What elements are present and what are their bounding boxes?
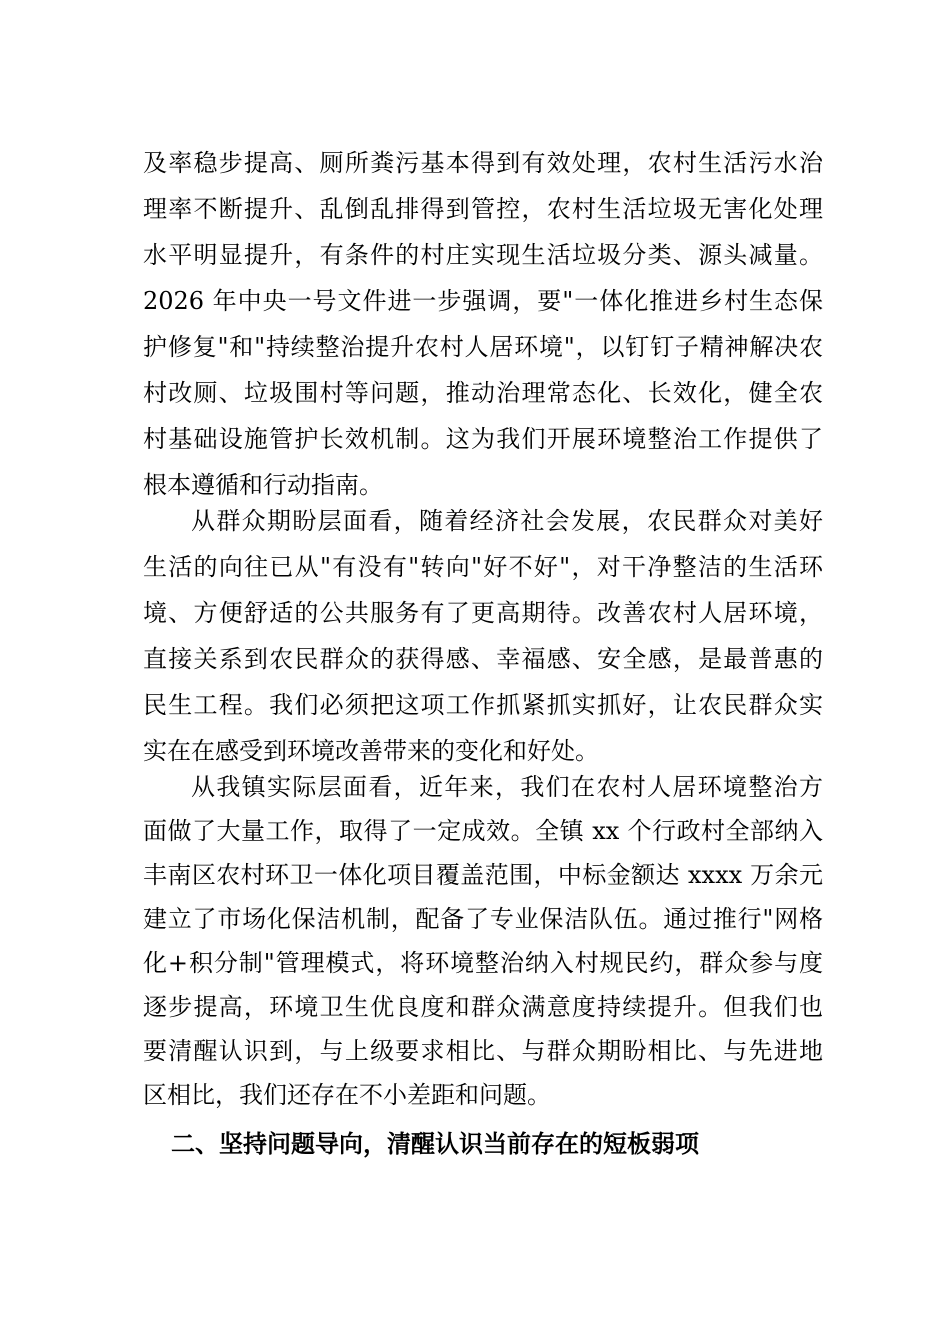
paragraph-line: 根本遵循和行动指南。 — [143, 471, 383, 499]
paragraph-line: 逐步提高，环境卫生优良度和群众满意度持续提升。但我们也 — [143, 993, 823, 1021]
paragraph-line: 护修复"和"持续整治提升农村人居环境"，以钉钉子精神解决农 — [143, 333, 823, 361]
paragraph-line: 村改厕、垃圾围村等问题，推动治理常态化、长效化，健全农 — [143, 379, 823, 407]
paragraph-line: 村基础设施管护长效机制。这为我们开展环境整治工作提供了 — [143, 425, 823, 453]
paragraph-line: 从群众期盼层面看，随着经济社会发展，农民群众对美好 — [191, 507, 823, 535]
paragraph-line: 从我镇实际层面看，近年来，我们在农村人居环境整治方 — [191, 773, 823, 801]
paragraph-line: 化+积分制"管理模式，将环境整治纳入村规民约，群众参与度 — [143, 949, 823, 977]
paragraph-line: 直接关系到农民群众的获得感、幸福感、安全感，是最普惠的 — [143, 645, 823, 673]
paragraph-line: 生活的向往已从"有没有"转向"好不好"，对干净整洁的生活环 — [143, 553, 823, 581]
paragraph-line: 2026 年中央一号文件进一步强调，要"一体化推进乡村生态保 — [143, 287, 823, 315]
paragraph-line: 理率不断提升、乱倒乱排得到管控，农村生活垃圾无害化处理 — [143, 195, 823, 223]
paragraph-line: 要清醒认识到，与上级要求相比、与群众期盼相比、与先进地 — [143, 1037, 823, 1065]
section-heading: 二、坚持问题导向，清醒认识当前存在的短板弱项 — [171, 1130, 699, 1158]
paragraph-line: 丰南区农村环卫一体化项目覆盖范围，中标金额达 xxxx 万余元 — [143, 861, 823, 889]
paragraph-line: 建立了市场化保洁机制，配备了专业保洁队伍。通过推行"网格 — [143, 905, 823, 933]
paragraph-line: 及率稳步提高、厕所粪污基本得到有效处理，农村生活污水治 — [143, 149, 823, 177]
paragraph-line: 面做了大量工作，取得了一定成效。全镇 xx 个行政村全部纳入 — [143, 817, 823, 845]
paragraph-line: 民生工程。我们必须把这项工作抓紧抓实抓好，让农民群众实 — [143, 691, 823, 719]
paragraph-line: 水平明显提升，有条件的村庄实现生活垃圾分类、源头减量。 — [143, 241, 823, 269]
paragraph-line: 区相比，我们还存在不小差距和问题。 — [143, 1081, 551, 1109]
paragraph-line: 实在在感受到环境改善带来的变化和好处。 — [143, 737, 599, 765]
paragraph-line: 境、方便舒适的公共服务有了更高期待。改善农村人居环境， — [143, 599, 823, 627]
